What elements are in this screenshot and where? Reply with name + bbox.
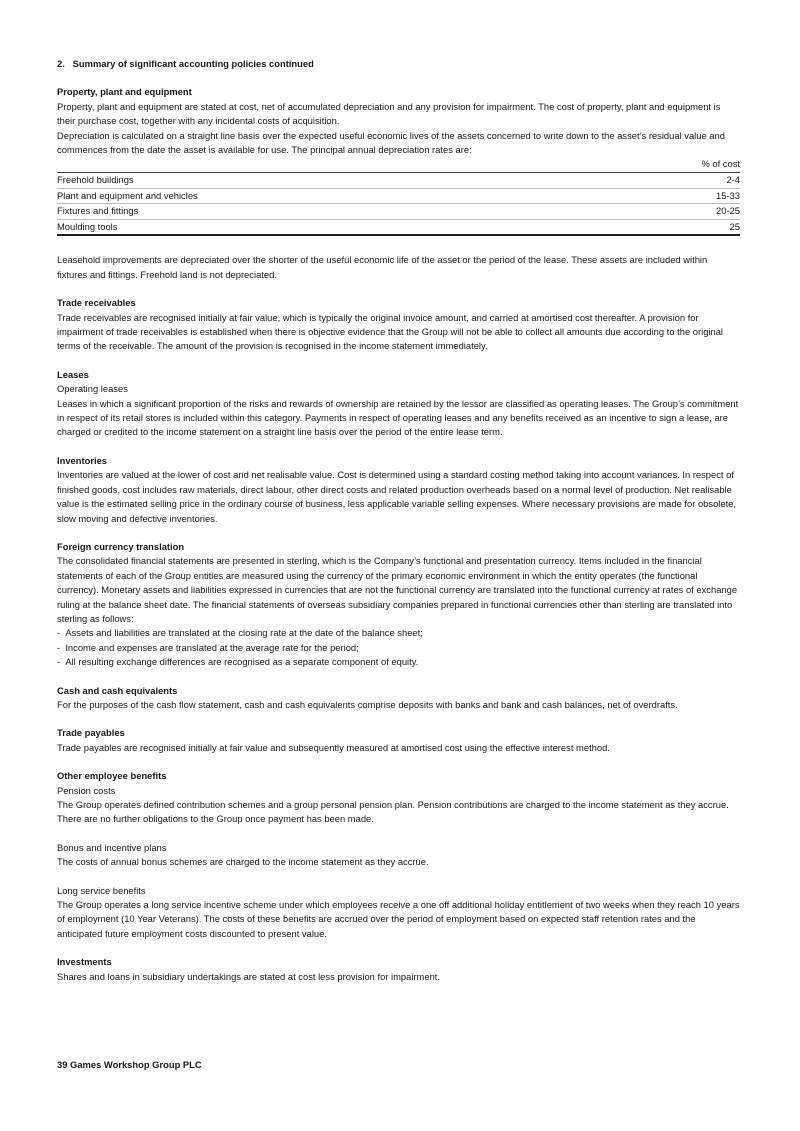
table-header-cost: % of cost — [660, 157, 740, 172]
depreciation-rates-table — [57, 157, 740, 236]
row-value: 25 — [660, 219, 740, 235]
fx-heading: Foreign currency translation — [57, 540, 185, 552]
section-header: 2. Summary of significant accounting policies continued — [57, 58, 314, 69]
inventories-section — [57, 454, 740, 526]
table-header-row — [57, 157, 740, 172]
ppe-section — [57, 85, 740, 282]
row-label: Freehold buildings — [57, 173, 660, 189]
cash-section — [57, 684, 740, 713]
ppe-heading: Property, plant and equipment — [57, 86, 192, 98]
trade-payables-section — [57, 726, 740, 755]
cash-body: For the purposes of the cash flow statement, cash and cash equivalents comprise deposits with banks and bank and cash balances, net of overdrafts. — [57, 698, 678, 710]
table-row — [57, 173, 740, 189]
trade-receivables-section — [57, 296, 740, 354]
long-service-body: The Group operates a long service incentive scheme under which employees receive a one off additional holiday entitlement of two weeks when they reach 10 years of employment (10 Year Veterans). The costs of these benefits are accrued over the period of employment based on expected staff retention rates and the anticipated future employment costs discounted to present value. — [57, 899, 740, 939]
table-row — [57, 219, 740, 235]
row-label: Moulding tools — [57, 219, 660, 235]
table-row — [57, 204, 740, 220]
cash-heading: Cash and cash equivalents — [57, 684, 178, 696]
ppe-paragraph-2: Depreciation is calculated on a straight line basis over the expected useful economic lives of the assets concerned to write down to the asset’s residual value and commences from the date the asset is available for use. The principal annual depreciation rates are: — [57, 129, 725, 156]
row-label: Plant and equipment and vehicles — [57, 188, 660, 204]
table-row — [57, 188, 740, 204]
ppe-paragraph-3: Leasehold improvements are depreciated over the shorter of the useful economic life of the asset or the period of the lease. These assets are included within fixtures and fittings. Freehold land is not depreciated. — [57, 254, 708, 280]
investments-body: Shares and loans in subsidiary undertakings are stated at cost less provision for impairment. — [57, 970, 441, 982]
list-item: - All resulting exchange differences are recognised as a separate component of equity. — [57, 656, 419, 668]
leases-heading: Leases — [57, 368, 89, 380]
document-page — [57, 57, 740, 998]
long-service-subheading: Long service benefits — [57, 884, 146, 896]
page-footer: 39 Games Workshop Group PLC — [57, 1059, 202, 1070]
leases-subheading: Operating leases — [57, 383, 128, 395]
row-value: 20-25 — [660, 204, 740, 220]
pension-body: The Group operates defined contribution schemes and a group personal pension plan. Pension contributions are charged to the income statement as they accrue. There are no further obligations to the Group once payment has been made. — [57, 799, 729, 825]
trade-receivables-heading: Trade receivables — [57, 297, 136, 309]
inventories-heading: Inventories — [57, 454, 108, 466]
leases-section — [57, 368, 740, 440]
row-value: 15-33 — [660, 188, 740, 204]
investments-heading: Investments — [57, 956, 112, 968]
leases-body: Leases in which a significant proportion of the risks and rewards of ownership are retained by the lessor are classified as operating leases. The Group’s commitment in respect of its retail stores is included within this category. Payments in respect of operating leases and any benefits received as an incentive to sign a lease, are charged or credited to the income statement on a straight line basis over the period of the entire lease term. — [57, 397, 739, 438]
bonus-subheading: Bonus and incentive plans — [57, 841, 167, 853]
list-item: - Income and expenses are translated at the average rate for the period; — [57, 641, 359, 653]
row-label: Fixtures and fittings — [57, 204, 660, 220]
table-header-label — [57, 157, 660, 172]
pension-subheading: Pension costs — [57, 784, 116, 796]
row-value: 2-4 — [660, 173, 740, 189]
trade-payables-body: Trade payables are recognised initially at fair value and subsequently measured at amortised cost using the effective interest method. — [57, 741, 610, 753]
inventories-body: Inventories are valued at the lower of cost and net realisable value. Cost is determined using a standard costing method taking into account variances. In respect of finished goods, cost includes raw materials, direct labour, other direct costs and related production overheads based on a normal level of production. Net realisable value is the estimated selling price in the ordinary course of business, less applicable variable selling expenses. Where necessary provisions are made for obsolete, slow moving and defective inventories. — [57, 469, 737, 524]
fx-body: The consolidated financial statements are presented in sterling, which is the Company’s functional and presentation currency. Items included in the financial statements of each of the Group entities are measured using the currency of the primary economic environment in which the entity operates (the functional currency). Monetary assets and liabilities expressed in currencies that are not the functional currency are translated into the functional currency at rates of exchange ruling at the balance sheet date. The financial statements of overseas subsidiary companies prepared in functional currencies other than sterling are translated into sterling as follows: — [57, 555, 738, 624]
employee-benefits-section — [57, 769, 740, 941]
trade-receivables-body: Trade receivables are recognised initially at fair value, which is typically the original invoice amount, and carried at amortised cost thereafter. A provision for impairment of trade receivables is established when there is objective evidence that the Group will not be able to collect all amounts due according to the original terms of the receivable. The amount of the provision is recognised in the income statement immediately. — [57, 311, 724, 352]
employee-benefits-heading: Other employee benefits — [57, 770, 167, 782]
investments-section — [57, 955, 740, 984]
fx-section — [57, 540, 740, 670]
ppe-paragraph-1: Property, plant and equipment are stated at cost, net of accumulated depreciation and any provision for impairment. The cost of property, plant and equipment is their purchase cost, together with any incidental costs of acquisition. — [57, 100, 721, 127]
trade-payables-heading: Trade payables — [57, 727, 125, 739]
fx-bullet-list — [57, 626, 740, 669]
list-item: - Assets and liabilities are translated at the closing rate at the date of the balance sheet; — [57, 627, 423, 639]
bonus-body: The costs of annual bonus schemes are charged to the income statement as they accrue. — [57, 856, 429, 868]
